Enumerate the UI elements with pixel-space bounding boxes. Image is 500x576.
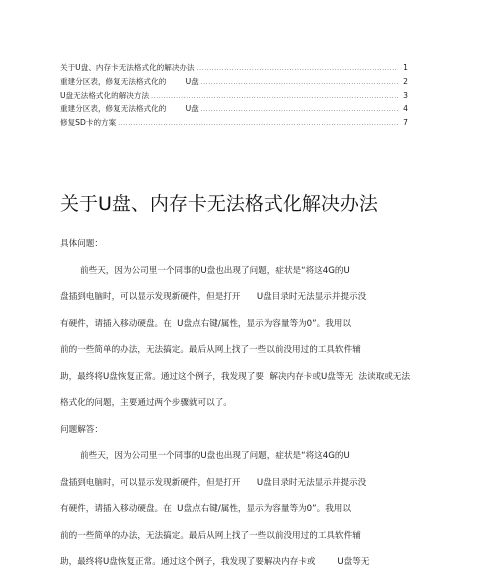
toc-entry-title: 重建分区表，修复无法格式化的 U盘 (60, 76, 199, 86)
toc-entry-title: 修复SD卡的方案 (60, 118, 117, 128)
section-heading: 关于U盘、内存卡无法格式化解决办法 (60, 193, 378, 215)
paragraph-line: 前的一些简单的办法，无法搞定。最后从网上找了一些以前没用过的工具软件辅 (60, 530, 361, 541)
toc-entry[interactable] (60, 61, 408, 75)
paragraph-line: 前的一些简单的办法，无法搞定。最后从网上找了一些以前没用过的工具软件辅 (60, 345, 361, 355)
toc-leader-dots (151, 90, 398, 104)
paragraph-line: 格式化的问题，主要通过两个步骤就可以了。 (60, 398, 232, 408)
toc-entry[interactable] (60, 89, 408, 103)
toc-entry-page: 7 (403, 118, 408, 128)
toc-entry-title: 重建分区表，修复无法格式化的 U盘 (60, 104, 199, 114)
toc-entry-page: 1 (403, 63, 408, 72)
paragraph-line: 有硬件，请插入移动硬盘。在 U盘点右键/属性，显示为容量等为0”。我用以 (60, 318, 351, 329)
table-of-contents (60, 61, 408, 130)
toc-entry[interactable] (60, 102, 408, 116)
toc-leader-dots (201, 103, 398, 117)
paragraph-line: 助，最终将U盘恢复正常。通过这个例子，我发现了要 解决内存卡或U盘等无 法读取或无法 (60, 371, 411, 382)
toc-leader-dots (118, 117, 398, 131)
toc-leader-dots (197, 62, 398, 76)
paragraph-line: 前些天，因为公司里一个同事的U盘也出现了问题，症状是“将这4G的U (80, 265, 350, 276)
paragraph-line: 前些天，因为公司里一个同事的U盘也出现了问题，症状是“将这4G的U (80, 451, 350, 461)
toc-entry-page: 3 (403, 90, 408, 100)
toc-entry-title: 关于U盘、内存卡无法格式化的解决办法 (60, 63, 195, 72)
toc-entry-title: U盘无法格式化的解决方法 (60, 90, 150, 100)
toc-entry-page: 2 (403, 76, 408, 86)
toc-entry[interactable] (60, 116, 408, 130)
paragraph-line: 盘插到电脑时，可以显示发现新硬件，但是打开 U盘目录时无法显示并提示没 (60, 477, 367, 488)
paragraph-line: 盘插到电脑时，可以显示发现新硬件，但是打开 U盘目录时无法显示并提示没 (60, 292, 367, 302)
paragraph-label: 具体问题： (60, 239, 103, 249)
toc-entry[interactable] (60, 75, 408, 89)
toc-entry-page: 4 (403, 104, 408, 114)
paragraph-line: 助，最终将U盘恢复正常。通过这个例子，我发现了要解决内存卡或 U盘等无 (60, 557, 370, 567)
toc-leader-dots (201, 76, 398, 90)
paragraph-label: 问题解答： (60, 424, 103, 435)
paragraph-line: 有硬件，请插入移动硬盘。在 U盘点右键/属性，显示为容量等为0”。我用以 (60, 504, 351, 514)
body-text (60, 231, 460, 576)
